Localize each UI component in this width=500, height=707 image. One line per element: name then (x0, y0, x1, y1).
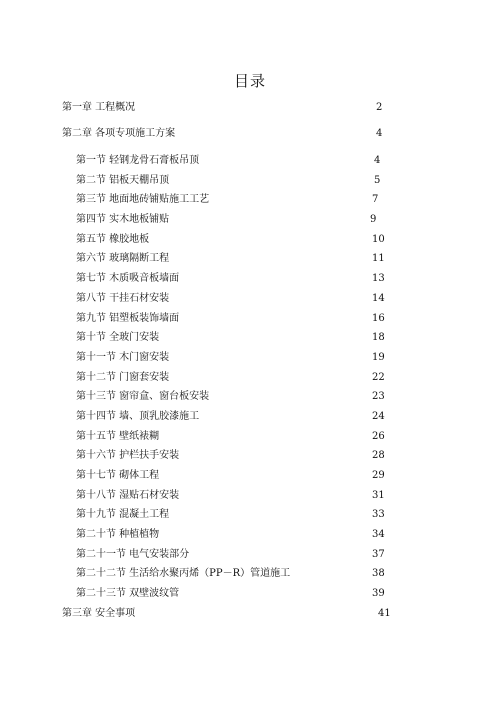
page-title: 目录 (233, 72, 266, 90)
toc-page-number: 24 (372, 411, 385, 422)
toc-section-label: 第二十节 种植植物 (76, 529, 160, 540)
toc-page-number: 38 (372, 568, 385, 579)
toc-page-number: 22 (372, 372, 385, 383)
toc-page-number: 4 (376, 128, 383, 139)
toc-section-label: 第十二节 门窗套安装 (76, 372, 170, 383)
toc-page-number: 26 (372, 431, 385, 442)
toc-section-label: 第九节 铝塑板装饰墙面 (76, 313, 180, 324)
toc-section-label: 第十节 全玻门安装 (76, 332, 160, 343)
toc-section-label: 第六节 玻璃隔断工程 (76, 253, 170, 264)
toc-section-label: 第四节 实木地板铺贴 (76, 214, 170, 225)
toc-page-number: 13 (372, 273, 385, 284)
toc-page-number: 28 (372, 450, 385, 461)
toc-section-label: 第三节 地面地砖铺贴施工工艺 (76, 194, 210, 205)
toc-section-label: 第一节 轻钢龙骨石膏板吊顶 (76, 155, 200, 166)
toc-section-label: 第二十二节 生活给水聚丙烯（PP－R）管道施工 (76, 568, 291, 579)
toc-section-label: 第二十三节 双壁波纹管 (76, 588, 180, 599)
toc-section-label: 第八节 干挂石材安装 (76, 293, 170, 304)
toc-page-number: 9 (370, 214, 377, 225)
toc-section-label: 第十四节 墙、顶乳胶漆施工 (76, 411, 200, 422)
toc-page-number: 19 (372, 352, 385, 363)
toc-page-number: 14 (372, 293, 385, 304)
toc-section-label: 第二十一节 电气安装部分 (76, 549, 190, 560)
toc-page-number: 7 (372, 194, 379, 205)
toc-page-number: 16 (372, 313, 385, 324)
toc-section-label: 第十八节 湿贴石材安装 (76, 490, 180, 501)
toc-page-number: 4 (374, 155, 381, 166)
toc-page-number: 18 (372, 332, 385, 343)
toc-chapter-label: 第二章 各项专项施工方案 (62, 128, 176, 139)
toc-section-label: 第二节 铝板天棚吊顶 (76, 175, 170, 186)
toc-section-label: 第十七节 砌体工程 (76, 470, 160, 481)
toc-page-number: 10 (372, 234, 385, 245)
toc-page-number: 39 (372, 588, 385, 599)
toc-page-number: 5 (374, 175, 381, 186)
toc-chapter-label: 第三章 安全事项 (62, 608, 136, 619)
toc-section-label: 第五节 橡胶地板 (76, 234, 150, 245)
toc-page-number: 37 (372, 549, 385, 560)
toc-section-label: 第十五节 壁纸裱糊 (76, 431, 160, 442)
toc-section-label: 第十六节 护栏扶手安装 (76, 450, 180, 461)
toc-page-number: 33 (372, 509, 385, 520)
toc-section-label: 第十九节 混凝土工程 (76, 509, 170, 520)
toc-chapter-label: 第一章 工程概况 (62, 102, 136, 113)
toc-page-number: 23 (372, 391, 385, 402)
toc-page-number: 34 (372, 529, 385, 540)
toc-section-label: 第十三节 窗帘盒、窗台板安装 (76, 391, 210, 402)
toc-page-number: 29 (372, 470, 385, 481)
toc-section-label: 第七节 木质吸音板墙面 (76, 273, 180, 284)
toc-page-number: 11 (372, 253, 385, 264)
toc-page-number: 41 (378, 608, 391, 619)
toc-section-label: 第十一节 木门窗安装 (76, 352, 170, 363)
toc-page-number: 2 (376, 102, 383, 113)
toc-page-number: 31 (372, 490, 385, 501)
